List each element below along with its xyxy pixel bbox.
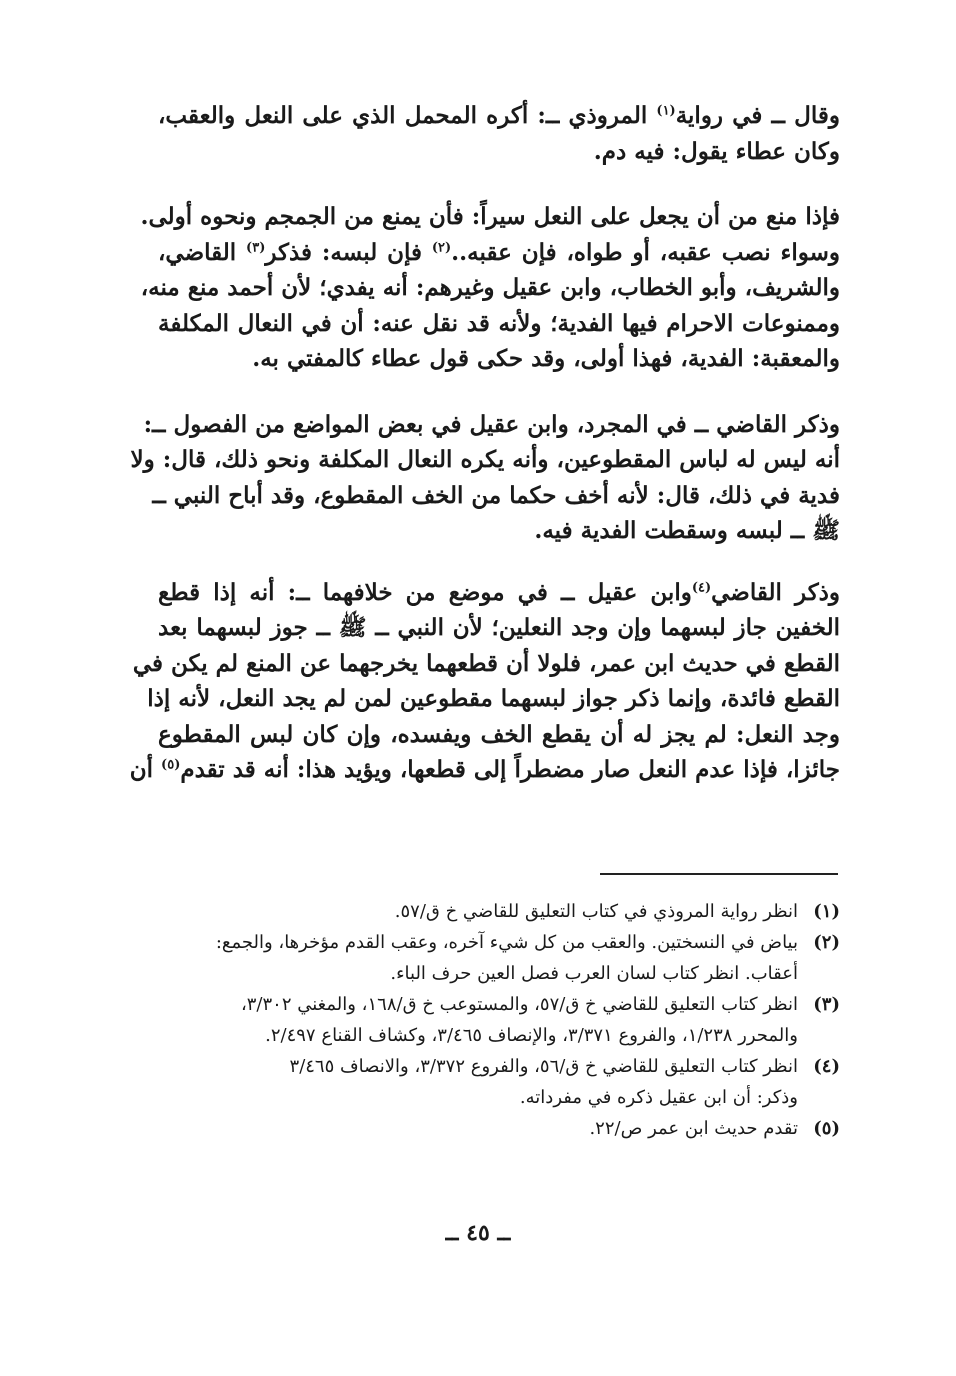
footnote-number: (١): [813, 901, 840, 922]
footnote-divider: [600, 873, 838, 875]
footnote-number: (٢): [813, 932, 840, 953]
text-line: وقال ــ في رواية$^{(١)}$ المروذي ــ: أكره المحمل الذي على النعل والعقب،: [158, 102, 840, 129]
page-number: ــ ٤٥ ــ: [445, 1220, 511, 1246]
text-line: القطع في حديث ابن عمر، فلولا أن قطعهما يخرجهما عن المنع لم يكن في: [132, 649, 840, 677]
paragraph: [140, 199, 840, 377]
paragraph: [129, 575, 840, 788]
text-line: جائزا، فإذا عدم النعل صار مضطراً إلى قطعها، ويؤيد هذا: أنه قد تقدم$^{(٥)}$ أن: [129, 756, 840, 783]
footnote-number: (٥): [813, 1118, 840, 1139]
footnote-text: انظر كتاب التعليق للقاضي خ ق/٥٧، والمستوعب خ ق/١٦٨، والمغني ٣/٣٠٢،: [240, 994, 798, 1015]
footnote-ref: (١): [656, 103, 676, 119]
text-line: وجد النعل: لم يجز له أن يقطع الخف ويفسده، وإن كان لبس المقطوع: [158, 720, 840, 748]
footnote: [158, 989, 840, 1051]
text-line: والمعقبة: الفدية، فهذا أولى، وقد حكى قول عطاء كالمفتي به.: [252, 345, 840, 372]
footnote-number: (٣): [813, 994, 840, 1015]
main-text: [129, 98, 840, 812]
text-line: القطع فائدة، وإنما ذكر جواز لبسهما مقطوعين لمن لم يجد النعل، لأنه إذا: [147, 685, 840, 712]
text-line: فإذا منع من أن يجعل على النعل سيراً: فأن يمنع من الجمجم ونحوه أولى.: [140, 203, 840, 230]
text-line: الخفين جاز لبسهما وإن وجد النعلين؛ لأن النبي ــ ﷺ ــ جوز لبسهما بعد: [158, 614, 840, 641]
footnote-text: تقدم حديث ابن عمر ص/٢٢.: [589, 1118, 798, 1139]
text-line: وذكر القاضي$^{(٤)}$وابن عقيل ــ في موضع من خلافهما ــ: أنه إذا قطع: [158, 578, 840, 606]
footnote-text: بياض في النسختين. والعقب من كل شيء آخره، وعقب القدم مؤخرها، والجمع:: [215, 932, 798, 953]
footnote: [158, 1113, 840, 1144]
text-line: ﷺ ــ لبسه وسقطت الفدية فيه.: [534, 517, 840, 544]
text-line: أنه ليس له لباس المقطوعين، وأنه يكره النعال المكلفة ونحو ذلك، قال: ولا: [130, 446, 840, 473]
footnote-ref: (٥): [161, 757, 181, 773]
footnote-text: انظر رواية المروذي في كتاب التعليق للقاضي خ ق/٥٧.: [394, 901, 798, 922]
text-line: والشريف، وأبو الخطاب، وابن عقيل وغيرهم: أنه يفدي؛ لأن أحمد منع منه،: [140, 274, 840, 301]
footnote-ref: (٣): [246, 239, 266, 255]
footnote: [158, 927, 840, 989]
footnote: [158, 1051, 840, 1113]
text-line: وسواء نصب عقبه، أو طواه، فإن عقبه..$^{(٢)}$ فإن لبسه: فذكر$^{(٣)}$ القاضي،: [158, 238, 840, 266]
paragraph: [158, 98, 840, 169]
footnote-text: والمحرر ١/٢٣٨، والفروع ٣/٣٧١، والإنصاف ٣/٤٦٥، وكشاف القناع ٢/٤٩٧.: [265, 1025, 798, 1046]
text-line: وكان عطاء يقول: فيه دم.: [593, 137, 840, 165]
footnotes: [158, 896, 840, 1144]
footnote-ref: (٢): [431, 239, 452, 255]
text-line: فدية في ذلك، قال: لأنه أخف حكما من الخف المقطوع، وقد أباح النبي ــ: [152, 481, 840, 509]
text-line: وممنوعات الاحرام فيها الفدية؛ ولأنه قد نقل عنه: أن في النعال المكلفة: [158, 309, 840, 337]
footnote-text: انظر كتاب التعليق للقاضي خ ق/٥٦، والفروع ٣/٣٧٢، والانصاف ٣/٤٦٥: [289, 1056, 798, 1077]
footnote: [158, 896, 840, 927]
footnote-text: أعقاب. انظر كتاب لسان العرب فصل العين حرف الباء.: [390, 963, 798, 984]
paragraph: [130, 407, 840, 549]
text-line: وذكر القاضي ــ في المجرد، وابن عقيل في بعض المواضع من الفصول ــ:: [143, 410, 840, 438]
footnote-text: وذكر: أن ابن عقيل ذكره في مفرداته.: [519, 1087, 798, 1108]
footnote-number: (٤): [813, 1056, 840, 1077]
footnote-ref: (٤): [691, 579, 712, 595]
